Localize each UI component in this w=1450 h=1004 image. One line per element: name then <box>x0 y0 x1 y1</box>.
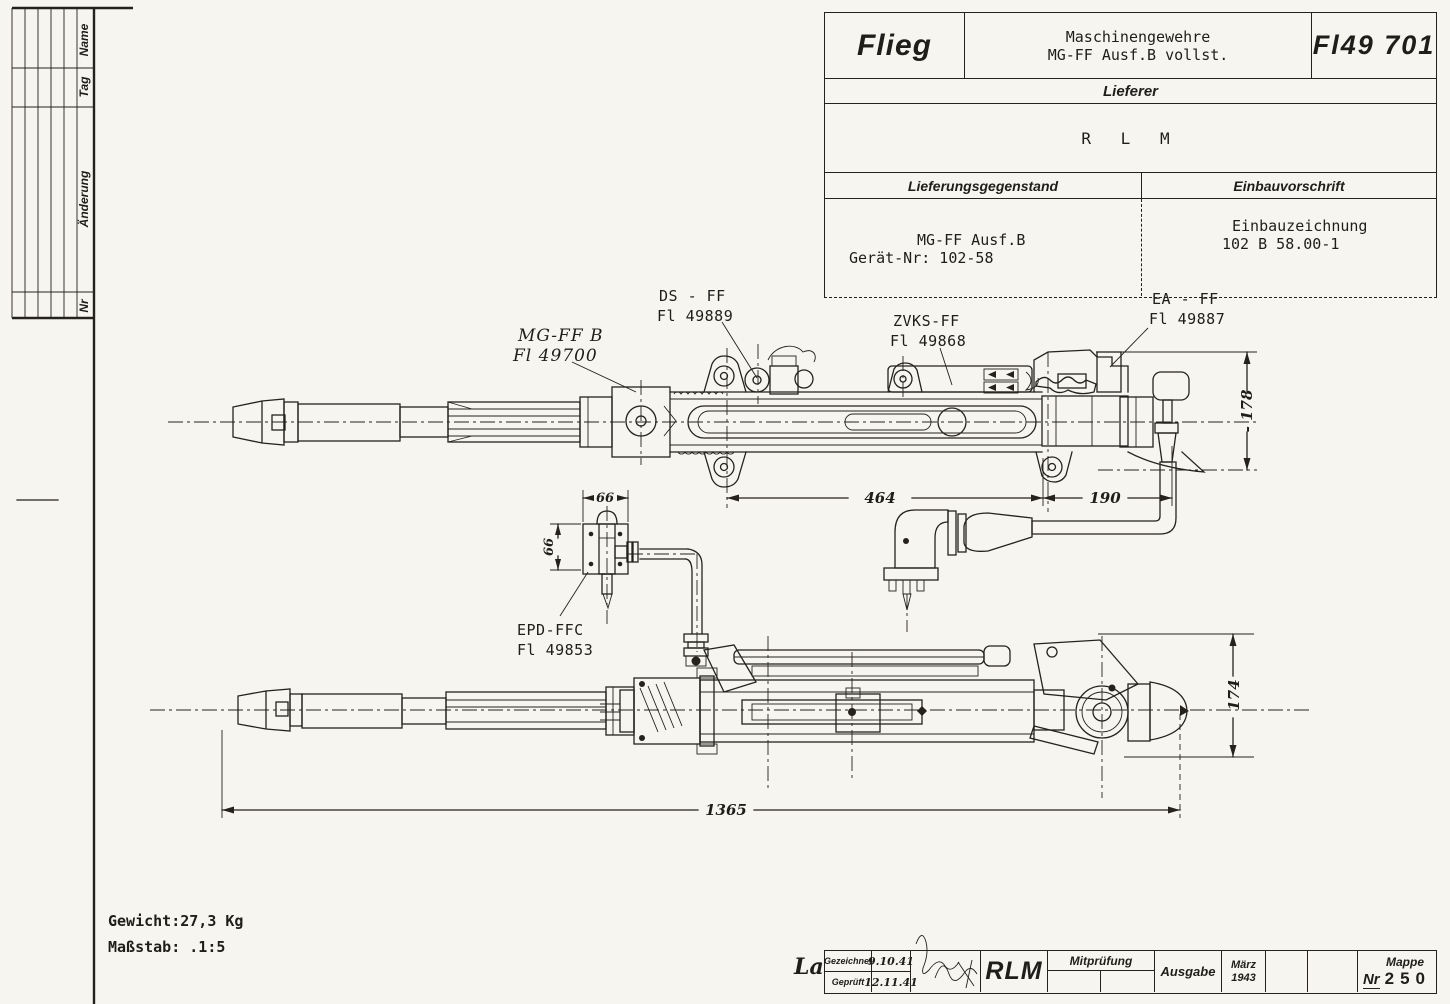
revision-table <box>12 8 133 318</box>
drawn-date: 9.10.41 <box>868 954 914 968</box>
side-view-drawing <box>168 344 1258 632</box>
drawing-number: Fl49 701 <box>1312 30 1436 60</box>
drawn-label: Gezeichnet <box>824 956 873 966</box>
mitpruefung-label: Mitprüfung <box>1069 953 1133 968</box>
dim-epd-width: 66 <box>595 491 615 506</box>
footer-org-cell <box>981 951 1048 992</box>
drawing-notes <box>108 908 243 960</box>
supplier-value: R L M <box>1081 128 1180 148</box>
install-spec-line1: Einbauzeichnung <box>1232 217 1368 235</box>
mitpruefung-cell <box>1048 951 1155 992</box>
label-ds-name: DS - FF <box>659 287 726 305</box>
install-spec-header-cell <box>1142 173 1436 199</box>
supplier-value-cell <box>825 104 1436 173</box>
ausgabe-label: Ausgabe <box>1160 964 1216 979</box>
title-block <box>824 12 1437 298</box>
label-zvks-name: ZVKS-FF <box>893 312 960 330</box>
plan-view-drawing <box>150 636 1312 798</box>
revision-col-tag: Tag <box>77 76 91 98</box>
issue-month: März <box>1230 958 1257 971</box>
mappe-cell <box>1358 951 1436 992</box>
delivery-item-label: Lieferungsgegenstand <box>907 177 1059 194</box>
install-spec-value-cell <box>1142 199 1436 296</box>
dim-receiver-length: 464 <box>864 489 896 507</box>
dim-height-side: - 178 <box>1238 389 1256 433</box>
drawing-title-line2: MG-FF Ausf.B vollst. <box>1047 45 1229 64</box>
delivery-item-value-cell <box>825 199 1142 296</box>
install-spec-label: Einbauvorschrift <box>1233 177 1345 194</box>
mappe-number-row <box>1363 969 1431 989</box>
title-block-org-cell <box>825 13 965 79</box>
checked-date-cell <box>864 972 918 992</box>
footer-dates-cell <box>864 951 918 992</box>
drawn-label-cell <box>825 951 871 972</box>
revision-col-nr: Nr <box>77 299 91 313</box>
hand-initial: La <box>794 954 824 980</box>
label-gun-number: Fl 49700 <box>513 346 598 366</box>
mitpruefung-header <box>1048 951 1154 971</box>
scale-note: Maßstab: .1:5 <box>108 938 226 956</box>
checked-label: Geprüft <box>831 977 865 987</box>
dim-epd-height: 66 <box>542 537 557 557</box>
drawing-title-line1: Maschinengewehre <box>1065 27 1211 46</box>
delivery-item-line1: MG-FF Ausf.B <box>917 231 1026 249</box>
delivery-item-header-cell <box>825 173 1142 199</box>
delivery-item-line2: Gerät-Nr: 102-58 <box>849 249 994 267</box>
mappe-label: Mappe <box>1385 954 1424 969</box>
supplier-label-cell <box>825 79 1436 104</box>
footer-org: RLM <box>985 957 1043 985</box>
label-epd-name: EPD-FFC <box>517 621 584 639</box>
label-zvks-number: Fl 49868 <box>890 332 967 350</box>
mitpruefung-sub1 <box>1048 971 1101 992</box>
issue-date-cell <box>1222 951 1266 992</box>
mitpruefung-sub2 <box>1101 971 1154 992</box>
revision-col-aenderung: Änderung <box>77 170 91 228</box>
label-epd-number: Fl 49853 <box>517 641 594 659</box>
label-ea-number: Fl 49887 <box>1149 310 1226 328</box>
dim-overall-length: 1365 <box>705 801 747 819</box>
supplier-label: Lieferer <box>1102 82 1159 100</box>
title-block-title-cell <box>965 13 1312 79</box>
issue-year: 1943 <box>1231 971 1256 984</box>
nr-label: Nr <box>1362 970 1380 988</box>
dim-height-plan: 174 <box>1225 679 1243 711</box>
title-block-number-cell <box>1312 13 1436 79</box>
part-label-annotations <box>512 287 1225 659</box>
checked-date: 12.11.41 <box>864 975 918 989</box>
epd-detail-drawing <box>583 506 708 666</box>
drawn-date-cell <box>868 951 914 972</box>
sheet-frame <box>17 8 94 1004</box>
label-ea-name: EA - FF <box>1152 290 1219 308</box>
revision-col-name: Name <box>77 23 91 57</box>
footer-empty-cell-1 <box>1266 951 1308 992</box>
dim-rear-length: 190 <box>1089 489 1121 507</box>
ausgabe-cell <box>1155 951 1222 992</box>
footer-block <box>824 950 1437 994</box>
weight-note: Gewicht:27,3 Kg <box>108 912 244 930</box>
mappe-number: 250 <box>1384 968 1432 988</box>
label-ds-number: Fl 49889 <box>657 307 734 325</box>
footer-empty-cell-2 <box>1308 951 1358 992</box>
org-short-label: Flieg <box>856 28 932 62</box>
mitpruefung-subcells <box>1048 971 1154 992</box>
footer-signature-cell <box>911 951 981 992</box>
label-gun-name: MG-FF B <box>518 326 604 346</box>
install-spec-line2: 102 B 58.00-1 <box>1222 235 1340 253</box>
